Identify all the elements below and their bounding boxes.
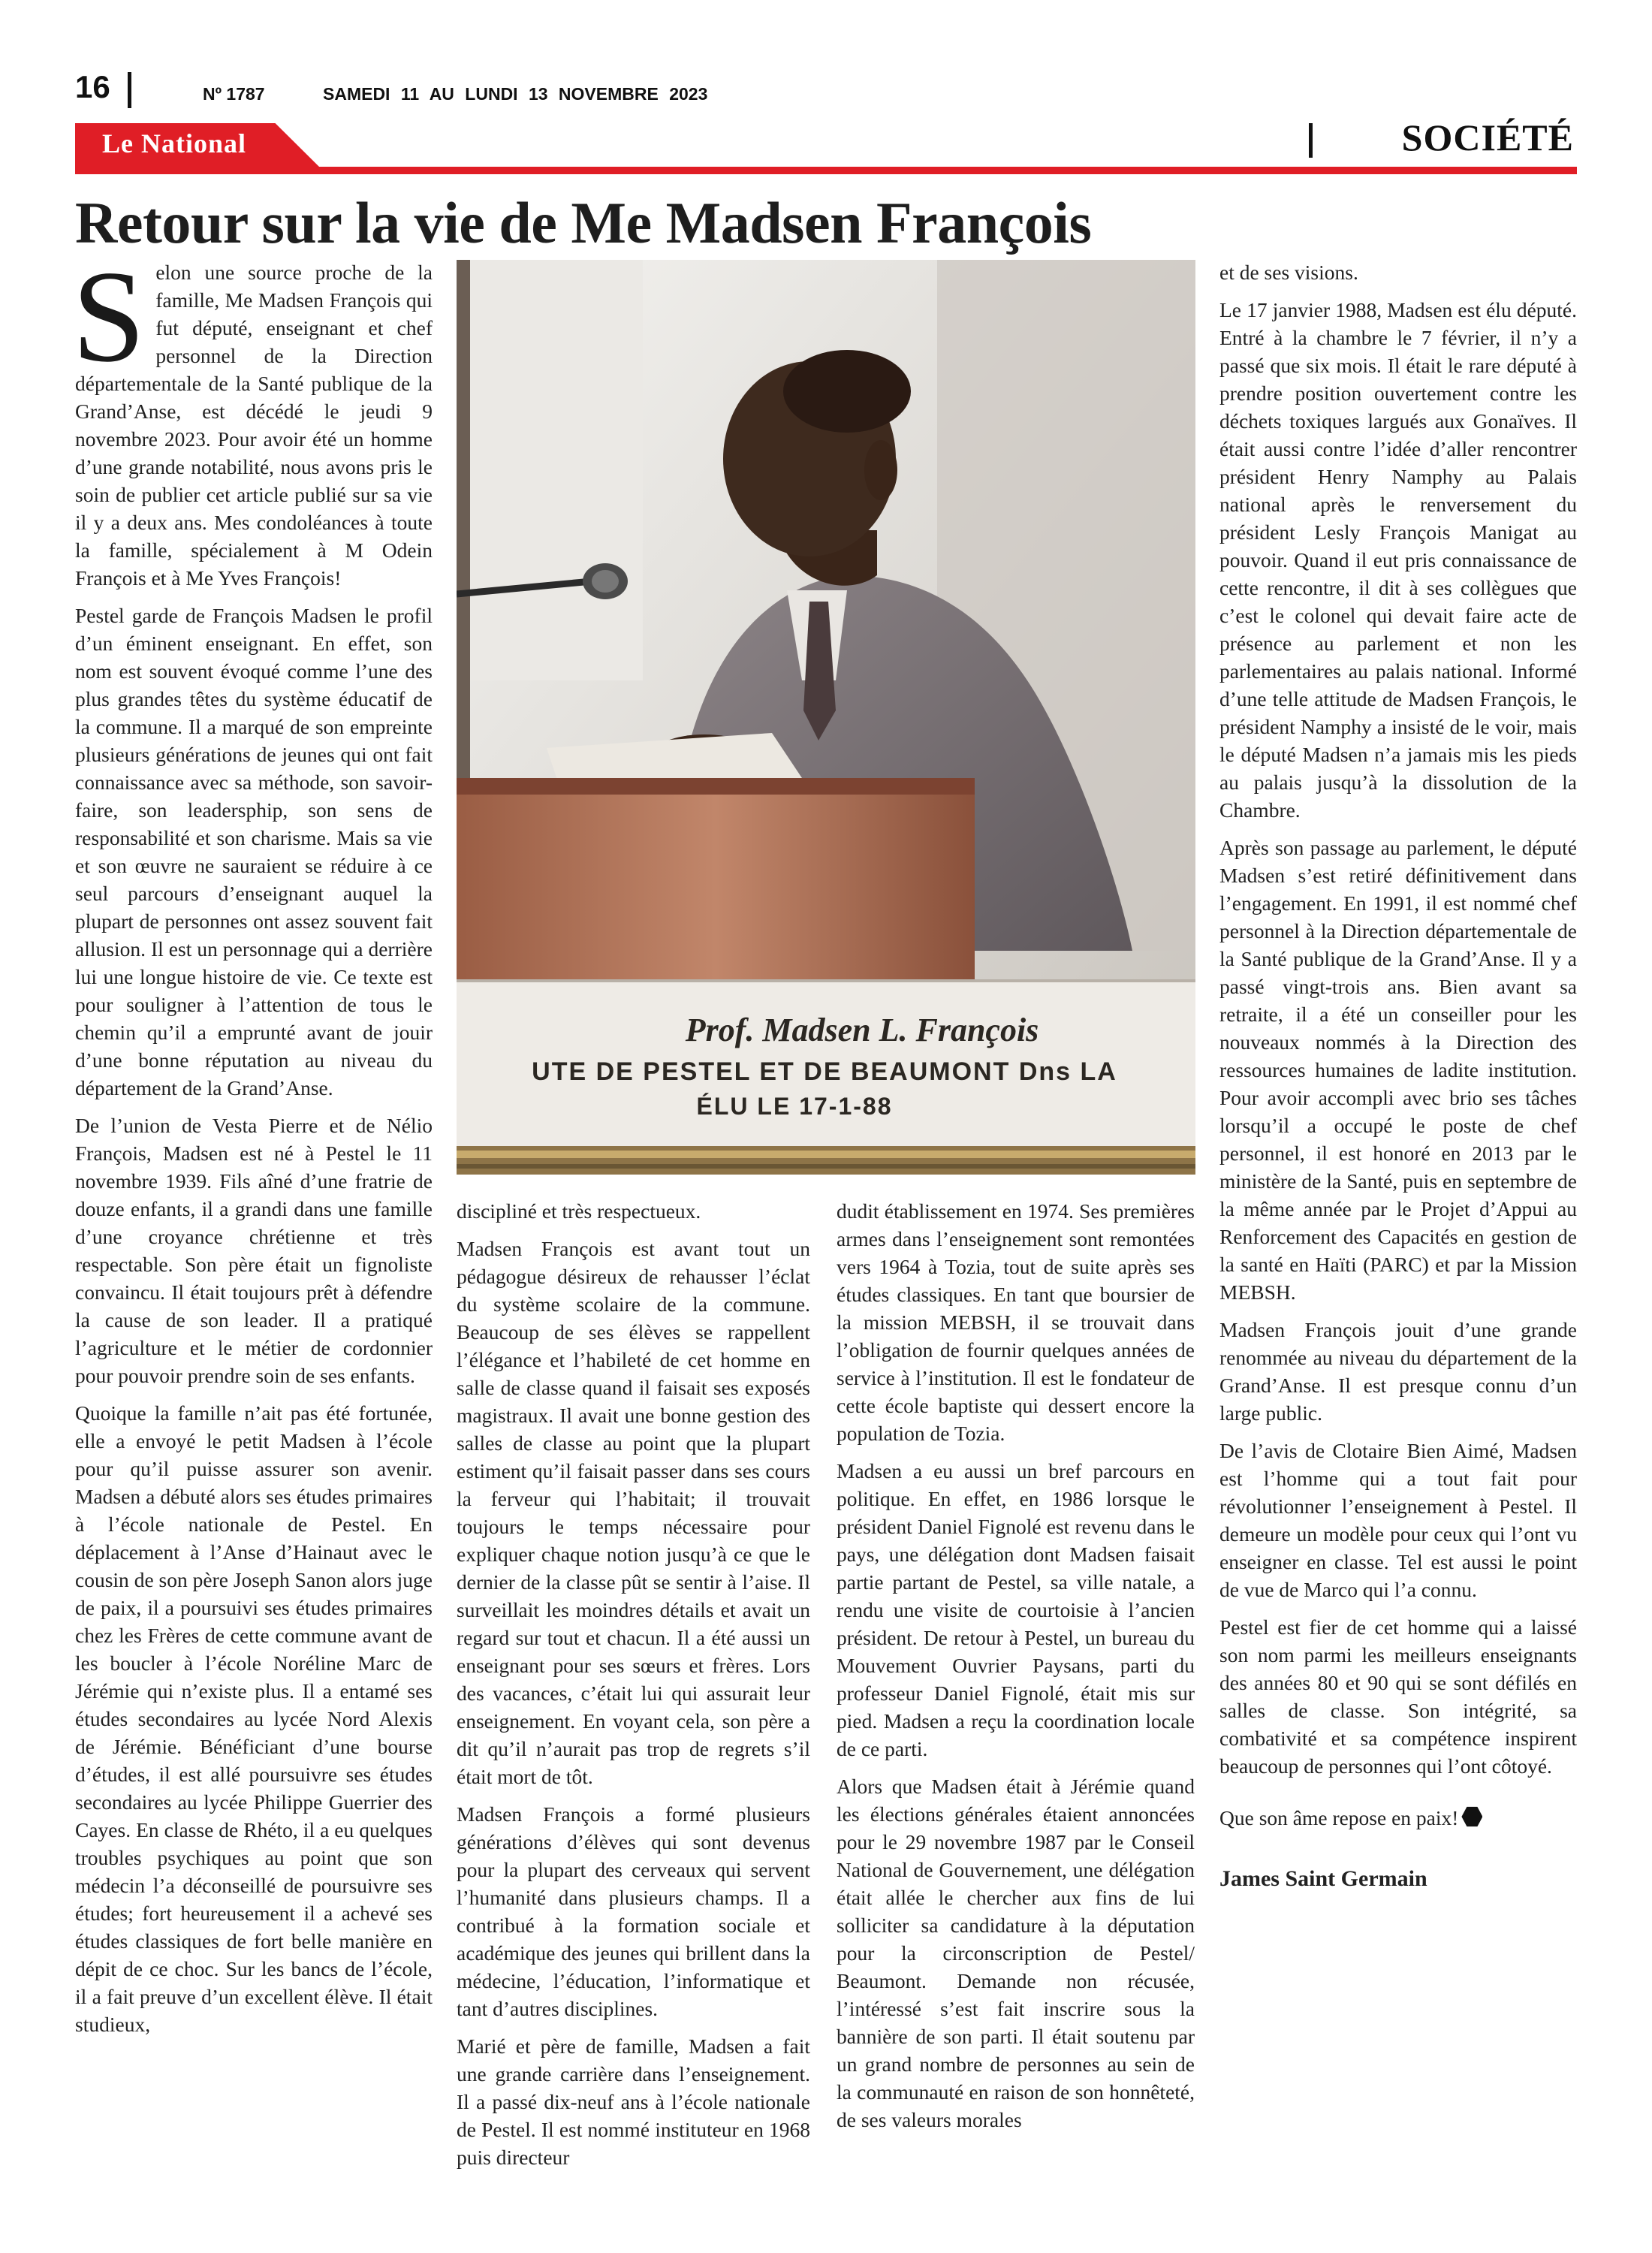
plaque-line-3: ÉLU LE 17-1-88: [696, 1093, 893, 1120]
plaque-line-2: UTE DE PESTEL ET DE BEAUMONT Dns LA: [532, 1057, 1117, 1086]
portrait-photo: [457, 260, 1195, 1175]
paragraph: Marié et père de famille, Madsen a fait une grande carrière dans l’enseignement. Il a passé dix-neuf ans à l’école nationale de Pestel. Il est nommé instituteur en 1968 puis directeur: [457, 2034, 810, 2169]
paragraph: Pestel garde de François Madsen le profil d’un éminent enseignant. En effet, son nom est souvent évoqué comme l’une des plus grandes têtes du système éducatif de la commune. Il a marqué de son empreinte plusieurs générations de jeunes qui ont fait connaissance avec sa méthode, son savoir-faire, son leadersphip, son sens de responsabilité et son charisme. Mais sa vie et son œuvre ne sauraient se réduire à ce seul parcours d’enseignant auquel la plupart de personnes ont assez souvent fait allusion. Il est un personnage qui a derrière lui une longue histoire de vie. Ce texte est pour souligner à l’attention de tous le chemin qu’il a emprunté avant de jouir d’une bonne réputation au niveau du département de la Grand’Anse.: [75, 604, 433, 1099]
article-photo: [457, 260, 1195, 1175]
author-byline: James Saint Germain: [1219, 1866, 1427, 1891]
article-title: Retour sur la vie de Me Madsen François: [75, 190, 1092, 255]
issue-date: SAMEDI 11 AU LUNDI 13 NOVEMBRE 2023: [323, 84, 708, 104]
paragraph: Le 17 janvier 1988, Madsen est élu député. Entré à la chambre le 7 février, il n’y a passé que six mois. Il était le rare député à prendre position ouvertement contre les déchets toxiques largués aux Gonaïves. Il était aussi contre l’idée d’aller rencontrer président Henry Namphy au Palais national après le renversement du président Lesly François Manigat au pouvoir. Quand il eut pris connaissance de cette rencontre, il dit à ses collègues que c’est le colonel qui devait faire acte de présence au parlement et non les parlementaires au palais national. Informé d’une telle attitude de Madsen François, le président Namphy a insisté de le voir, mais le député Madsen n’a jamais mis les pieds au palais jusqu’à la dissolution de la Chambre.: [1219, 298, 1577, 822]
page-number-divider: [128, 72, 131, 108]
paragraph: Madsen François jouit d’une grande renommée au niveau du département de la Grand’Anse. Il est presque connu d’un large public.: [1219, 1318, 1577, 1425]
paragraph: De l’union de Vesta Pierre et de Nélio François, Madsen est né à Pestel le 11 novembre 1939. Fils aîné d’une fratrie de douze enfants, il a grandi dans une famille d’une croyance chrétienne et très respectable. Son père était un fignoliste convaincu. Il était toujours prêt à défendre la cause de son leader. Il a pratiqué l’agriculture et le métier de cordonnier pour pouvoir prendre soin de ses enfants.: [75, 1114, 433, 1387]
paragraph: De l’avis de Clotaire Bien Aimé, Madsen est l’homme qui a tout fait pour révolutionner l’enseignement à Pestel. Il demeure un modèle pour ceux qui l’ont vu enseigner en classe. Tel est aussi le point de vue de Marco qui l’a connu.: [1219, 1439, 1577, 1601]
lead-paragraph: [72, 243, 433, 592]
section-name: SOCIÉTÉ: [1401, 116, 1574, 158]
section-divider: [1309, 123, 1313, 158]
paragraph: dudit établissement en 1974. Ses premières armes dans l’enseignement sont remontées vers 1964 à Tozia, tout de suite après ses études classiques. En tant que boursier de la mission MEBSH, il se trouvait dans l’obligation de fournir quelques années de service à l’institution. Il est le fondateur de cette école baptiste qui dessert encore la population de Tozia.: [837, 1199, 1195, 1445]
paragraph: Madsen François a formé plusieurs générations d’élèves qui sont devenus pour la plupart des cerveaux qui servent l’humanité dans plusieurs champs. Il a contribué à la formation sociale et académique des jeunes qui brillent dans la médecine, l’éducation, l’informatique et tant d’autres disciplines.: [457, 1802, 810, 2020]
closing-text: Que son âme repose en paix!: [1219, 1806, 1459, 1829]
paragraph: et de ses visions.: [1219, 261, 1358, 284]
column-1: [72, 243, 433, 2048]
paragraph: Madsen François est avant tout un pédagogue désireux de rehausser l’éclat du système scolaire de la commune. Beaucoup de ses élèves se rappellent l’élégance et l’habileté de cet homme en salle de classe quand il faisait ses exposés magistraux. Il avait une bonne gestion des salles de classe au point que la plupart estiment qu’il faisait passer dans ses cours la ferveur qui l’habitait; il trouvait toujours le temps nécessaire pour expliquer chaque notion jusqu’à ce que le dernier de la classe pût se sentir à l’aise. Il surveillait les moindres détails et avait un regard sur tout et chacun. Il a été aussi un enseignant pour ses sœurs et frères. Lors des vacances, c’était lui qui assurait leur enseignement. En voyant cela, son père a dit qu’il n’aurait pas trop de regrets s’il était mort de tôt.: [457, 1237, 810, 1788]
brand-name: Le National: [102, 128, 247, 158]
issue-number: Nº 1787: [203, 84, 265, 104]
lead-text: elon une source proche de la famille, Me Madsen François qui fut député, enseignant et chef personnel de la Direction départementale de la Santé publique de la Grand’Anse, est décédé le jeudi 9 novembre 2023. Pour avoir été un homme d’une grande notabilité, nous avons pris le soin de publier cet article publié sur sa vie il y a deux ans. Mes condoléances à toute la famille, spécialement à M Odein François et à Me Yves François!: [75, 261, 433, 590]
paragraph: Madsen a eu aussi un bref parcours en politique. En effet, en 1986 lorsque le président Daniel Fignolé est revenu dans le pays, une délégation dont Madsen faisait partie partant de Pestel, sa ville natale, a rendu une visite de courtoisie à l’ancien président. De retour à Pestel, un bureau du Mouvement Ouvrier Paysans, parti du professeur Daniel Fignolé, était mis sur pied. Madsen a reçu la coordination locale de ce parti.: [837, 1459, 1195, 1760]
plaque-line-1: Prof. Madsen L. François: [685, 1012, 1039, 1048]
drop-cap: S: [72, 243, 146, 389]
paragraph: Pestel est fier de cet homme qui a laissé son nom parmi les meilleurs enseignants des années 80 et 90 qui se sont défilés en salles de classe. Son intégrité, sa combativité et sa compétence inspirent beaucoup de personnes qui l’ont côtoyé.: [1219, 1615, 1577, 1778]
paragraph: Après son passage au parlement, le député Madsen s’est retiré définitivement dans l’engagement. En 1991, il est nommé chef personnel à la Direction départementale de la Santé publique de la Grand’Anse. Il y a passé vingt-trois ans. Bien avant sa retraite, il a été un conseiller pour les nouveaux nommés à la Direction des ressources humaines de ladite institution. Pour avoir accompli avec brio ses tâches lorsqu’il a occupé le poste de chef personnel, il est honoré en 2013 par le ministère de la Santé, puis en septembre de la même année par le Projet d’Appui au Renforcement des Capacités en gestion de la santé en Haïti (PARC) et par la Mission MEBSH.: [1219, 836, 1577, 1304]
column-3: [837, 1197, 1195, 2143]
column-4: [1219, 258, 1577, 1902]
paragraph: discipliné et très respectueux.: [457, 1199, 701, 1223]
paragraph: Alors que Madsen était à Jérémie quand les élections générales étaient annoncées pour le 29 novembre 1987 par le Conseil National de Gouvernement, une délégation était allée le chercher aux fins de lui solliciter sa candidature à la députation pour la circonscription de Pestel/ Beaumont. Demande non récusée, l’intéressé s’est fait inscrire sous la bannière de son parti. Il était soutenu par un grand nombre de personnes au sein de la communauté en raison de son honnêteté, de ses valeurs morales: [837, 1775, 1195, 2131]
column-2: [457, 1197, 810, 2181]
page-number: 16: [75, 69, 110, 104]
paragraph: Quoique la famille n’ait pas été fortunée, elle a envoyé le petit Madsen à l’école pour qu’il puisse assurer son avenir. Madsen a débuté alors ses études primaires à l’école nationale de Pestel. En déplacement à l’Anse d’Hainaut avec le cousin de son père Joseph Sanon alors juge de paix, il a poursuivi ses études primaires chez les Frères de cette commune avant de les boucler à l’école Noréline Marc de Jérémie qui n’existe plus. Il a entamé ses études secondaires au lycée Nord Alexis de Jérémie. Bénéficiant d’une bourse d’études, il est allé poursuivre ses études secondaires au lycée Philippe Guerrier des Cayes. En classe de Rhéto, il a eu quelques troubles psychiques au point que son médecin l’a déconseillé de poursuivre ses études; fort heureusement il a achevé ses études classiques de fort belle manière en dépit de ce choc. Sur les bancs de l’école, il a fait preuve d’un excellent élève. Il était studieux,: [75, 1401, 433, 2036]
end-mark-icon: [1461, 1806, 1482, 1827]
closing-line: [1219, 1804, 1577, 1832]
header-rule: [75, 167, 1577, 174]
